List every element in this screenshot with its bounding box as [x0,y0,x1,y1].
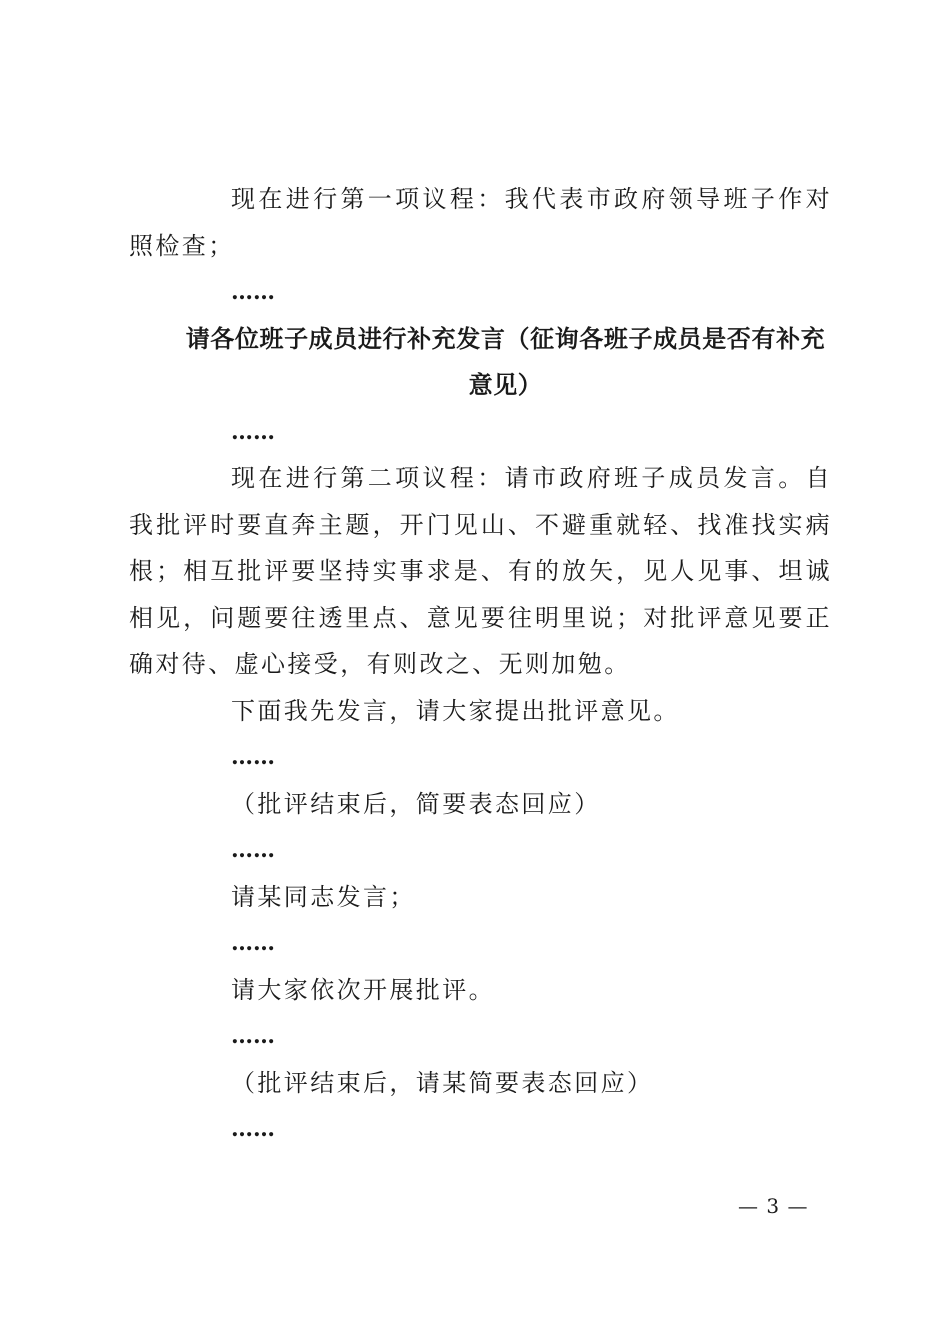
paragraph-invite-speaker: 请某同志发言； [231,882,416,911]
section-heading: 请各位班子成员进行补充发言（征询各班子成员是否有补充意见） [185,324,826,399]
ellipsis-line: …… [231,930,275,956]
page-number: — 3 — [738,1194,809,1218]
document-body [129,176,832,1153]
ellipsis-line: …… [231,1116,275,1142]
paragraph-agenda-two: 现在进行第二项议程：请市政府班子成员发言。自我批评时要直奔主题，开门见山、不避重就轻、找准找实病根；相互批评要坚持实事求是、有的放矢，见人见事、坦诚相见，问题要往透里点、意见要往明里说；对批评意见要正确对待、虚心接受，有则改之、无则加勉。 [129,464,832,678]
paragraph-criticism-round: 请大家依次开展批评。 [231,975,495,1004]
paragraph-response-note: （批评结束后，简要表态回应） [231,789,601,818]
paragraph-speak-first: 下面我先发言，请大家提出批评意见。 [231,696,680,725]
ellipsis-line: …… [231,279,275,305]
ellipsis-line: …… [231,418,275,445]
paragraph-response-note-two: （批评结束后，请某简要表态回应） [231,1068,654,1097]
ellipsis-line: …… [231,1023,275,1049]
ellipsis-line: …… [231,744,275,770]
ellipsis-line: …… [231,837,275,863]
paragraph-agenda-one: 现在进行第一项议程：我代表市政府领导班子作对照检查； [129,185,832,260]
